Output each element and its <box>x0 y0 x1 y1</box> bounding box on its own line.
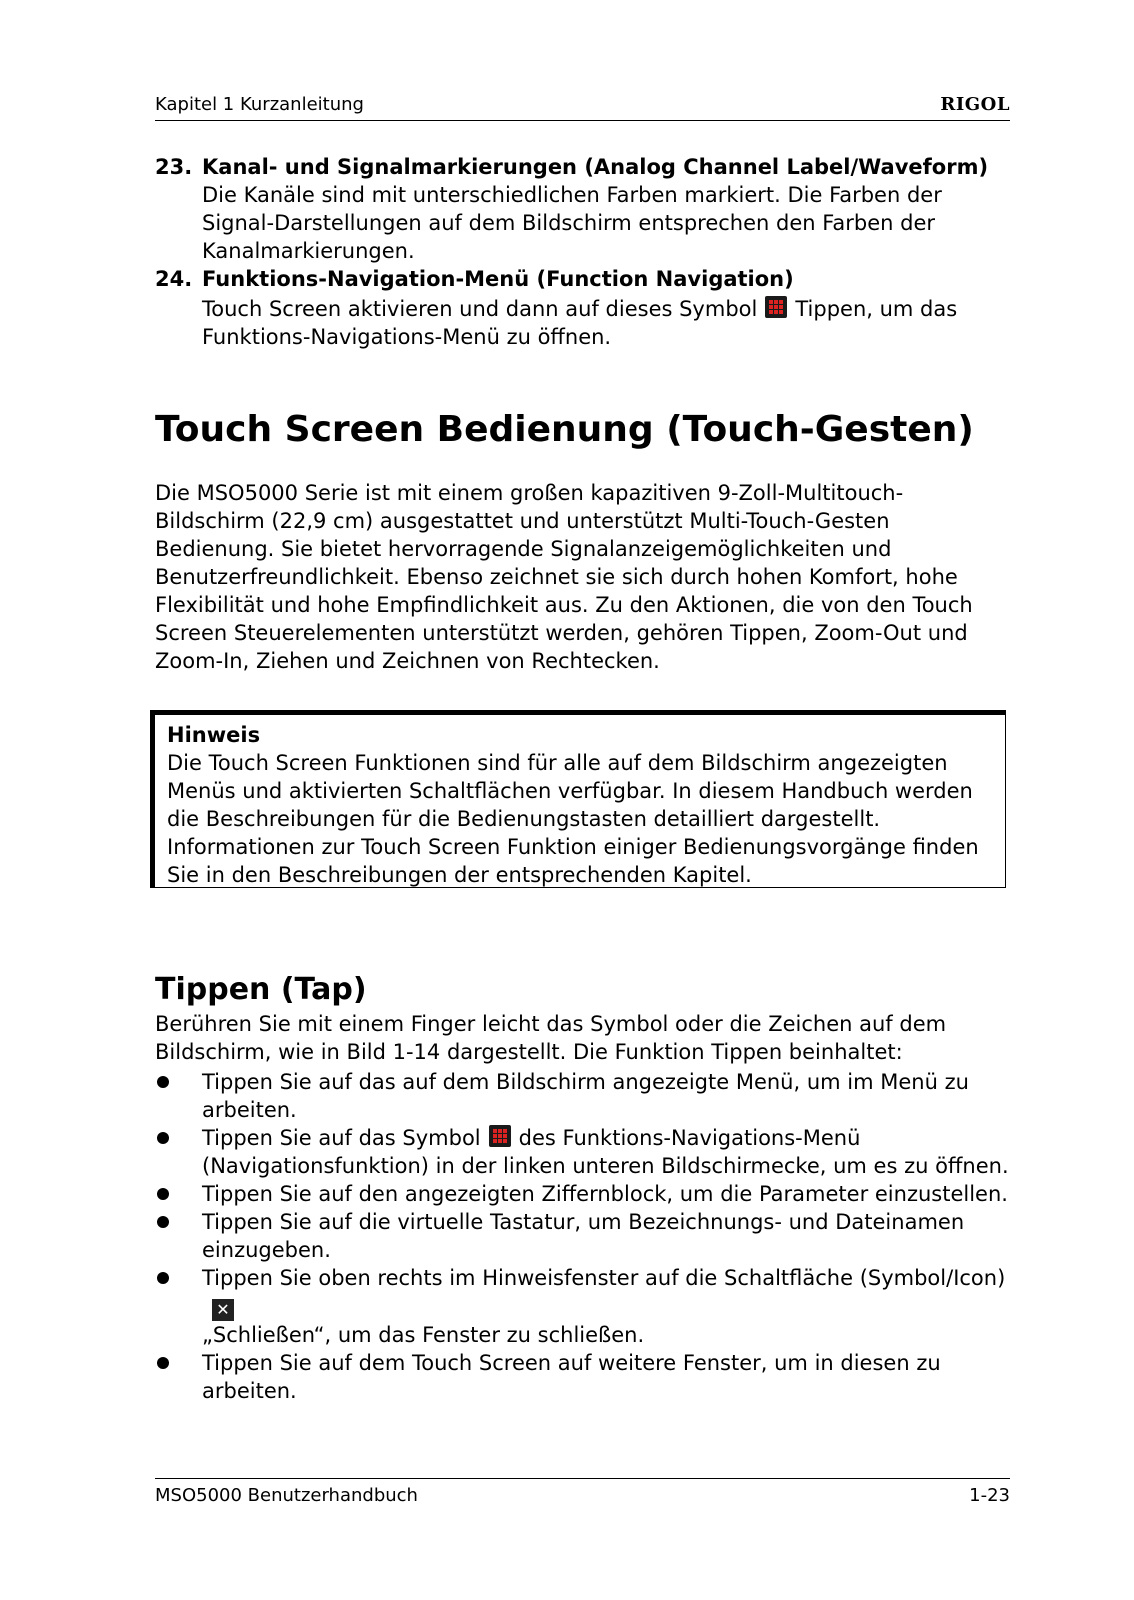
item-description: Die Kanäle sind mit unterschiedlichen Farben markiert. Die Farben der Signal-Darstellungen auf dem Bildschirm entsprechen den Farben der Kanalmarkierungen. <box>202 183 942 263</box>
bullet-icon <box>157 1188 169 1200</box>
list-item: Tippen Sie auf das auf dem Bildschirm angezeigte Menü, um im Menü zu arbeiten. <box>155 1068 1015 1124</box>
bullet-icon <box>157 1272 169 1284</box>
list-item: Tippen Sie auf die virtuelle Tastatur, um Bezeichnungs- und Dateinamen einzugeben. <box>155 1208 1015 1264</box>
item-number: 24. <box>155 267 193 291</box>
bullet-icon <box>157 1216 169 1228</box>
brand-logo: RIGOL <box>940 94 1010 115</box>
item-title: Kanal- und Signalmarkierungen (Analog Channel Label/Waveform) <box>202 155 989 179</box>
section-title: Touch Screen Bedienung (Touch-Gesten) <box>155 409 974 450</box>
list-item: Tippen Sie auf dem Touch Screen auf weitere Fenster, um in diesen zu arbeiten. <box>155 1349 1015 1405</box>
bullet-icon <box>157 1076 169 1088</box>
bullet-list <box>155 1068 1015 1405</box>
function-navigation-icon <box>489 1125 511 1147</box>
desc-after: Tippen, um das Funktions-Navigations-Menü zu öffnen. <box>202 297 958 349</box>
subsection-title: Tippen (Tap) <box>155 972 367 1007</box>
list-item: Tippen Sie oben rechts im Hinweisfenster auf die Schaltfläche (Symbol/Icon)✕ „Schließen“, um das Fenster zu schließen. <box>155 1264 1015 1349</box>
section-intro: Die MSO5000 Serie ist mit einem großen kapazitiven 9-Zoll-Multitouch-Bildschirm (22,9 cm) ausgestattet und unterstützt Multi-Touch-Gesten Bedienung. Sie bietet hervorragende Signalanzeigemöglichkeiten und Benutzerfreundlichkeit. Ebenso zeichnet sie sich durch hohen Komfort, hohe Flexibilität und hohe Empfindlichkeit aus. Zu den Aktionen, die von den Touch Screen Steuerelementen unterstützt werden, gehören Tippen, Zoom-Out und Zoom-In, Ziehen und Zeichnen von Rechtecken. <box>155 481 973 673</box>
note-title: Hinweis <box>167 723 261 747</box>
item-description <box>202 295 1007 351</box>
page-number: 1-23 <box>969 1485 1010 1506</box>
close-icon: ✕ <box>212 1299 234 1321</box>
note-text: Die Touch Screen Funktionen sind für alle auf dem Bildschirm angezeigten Menüs und aktivierten Schaltflächen verfügbar. In diesem Handbuch werden die Beschreibungen für die Bedienungstasten detailliert dargestellt. Informationen zur Touch Screen Funktion einiger Bedienungsvorgänge finden Sie in den Beschreibungen der entsprechenden Kapitel. <box>167 751 979 887</box>
item-number: 23. <box>155 155 193 179</box>
note-box <box>150 710 1006 888</box>
desc-before: Touch Screen aktivieren und dann auf dieses Symbol <box>202 297 758 321</box>
chapter-title: Kapitel 1 Kurzanleitung <box>155 94 364 115</box>
document-title: MSO5000 Benutzerhandbuch <box>155 1485 418 1506</box>
function-navigation-icon <box>765 296 787 318</box>
page-footer <box>155 1478 1010 1506</box>
page-header <box>155 94 1010 121</box>
bullet-icon <box>157 1357 169 1369</box>
item-title: Funktions-Navigation-Menü (Function Navigation) <box>202 267 794 291</box>
list-item: Tippen Sie auf den angezeigten Ziffernblock, um die Parameter einzustellen. <box>155 1180 1015 1208</box>
list-item: Tippen Sie auf das Symbol des Funktions-Navigations-Menü (Navigationsfunktion) in der linken unteren Bildschirmecke, um es zu öffnen. <box>155 1124 1015 1180</box>
bullet-icon <box>157 1132 169 1144</box>
subsection-intro: Berühren Sie mit einem Finger leicht das Symbol oder die Zeichen auf dem Bildschirm, wie in Bild 1-14 dargestellt. Die Funktion Tippen beinhaltet: <box>155 1012 947 1064</box>
